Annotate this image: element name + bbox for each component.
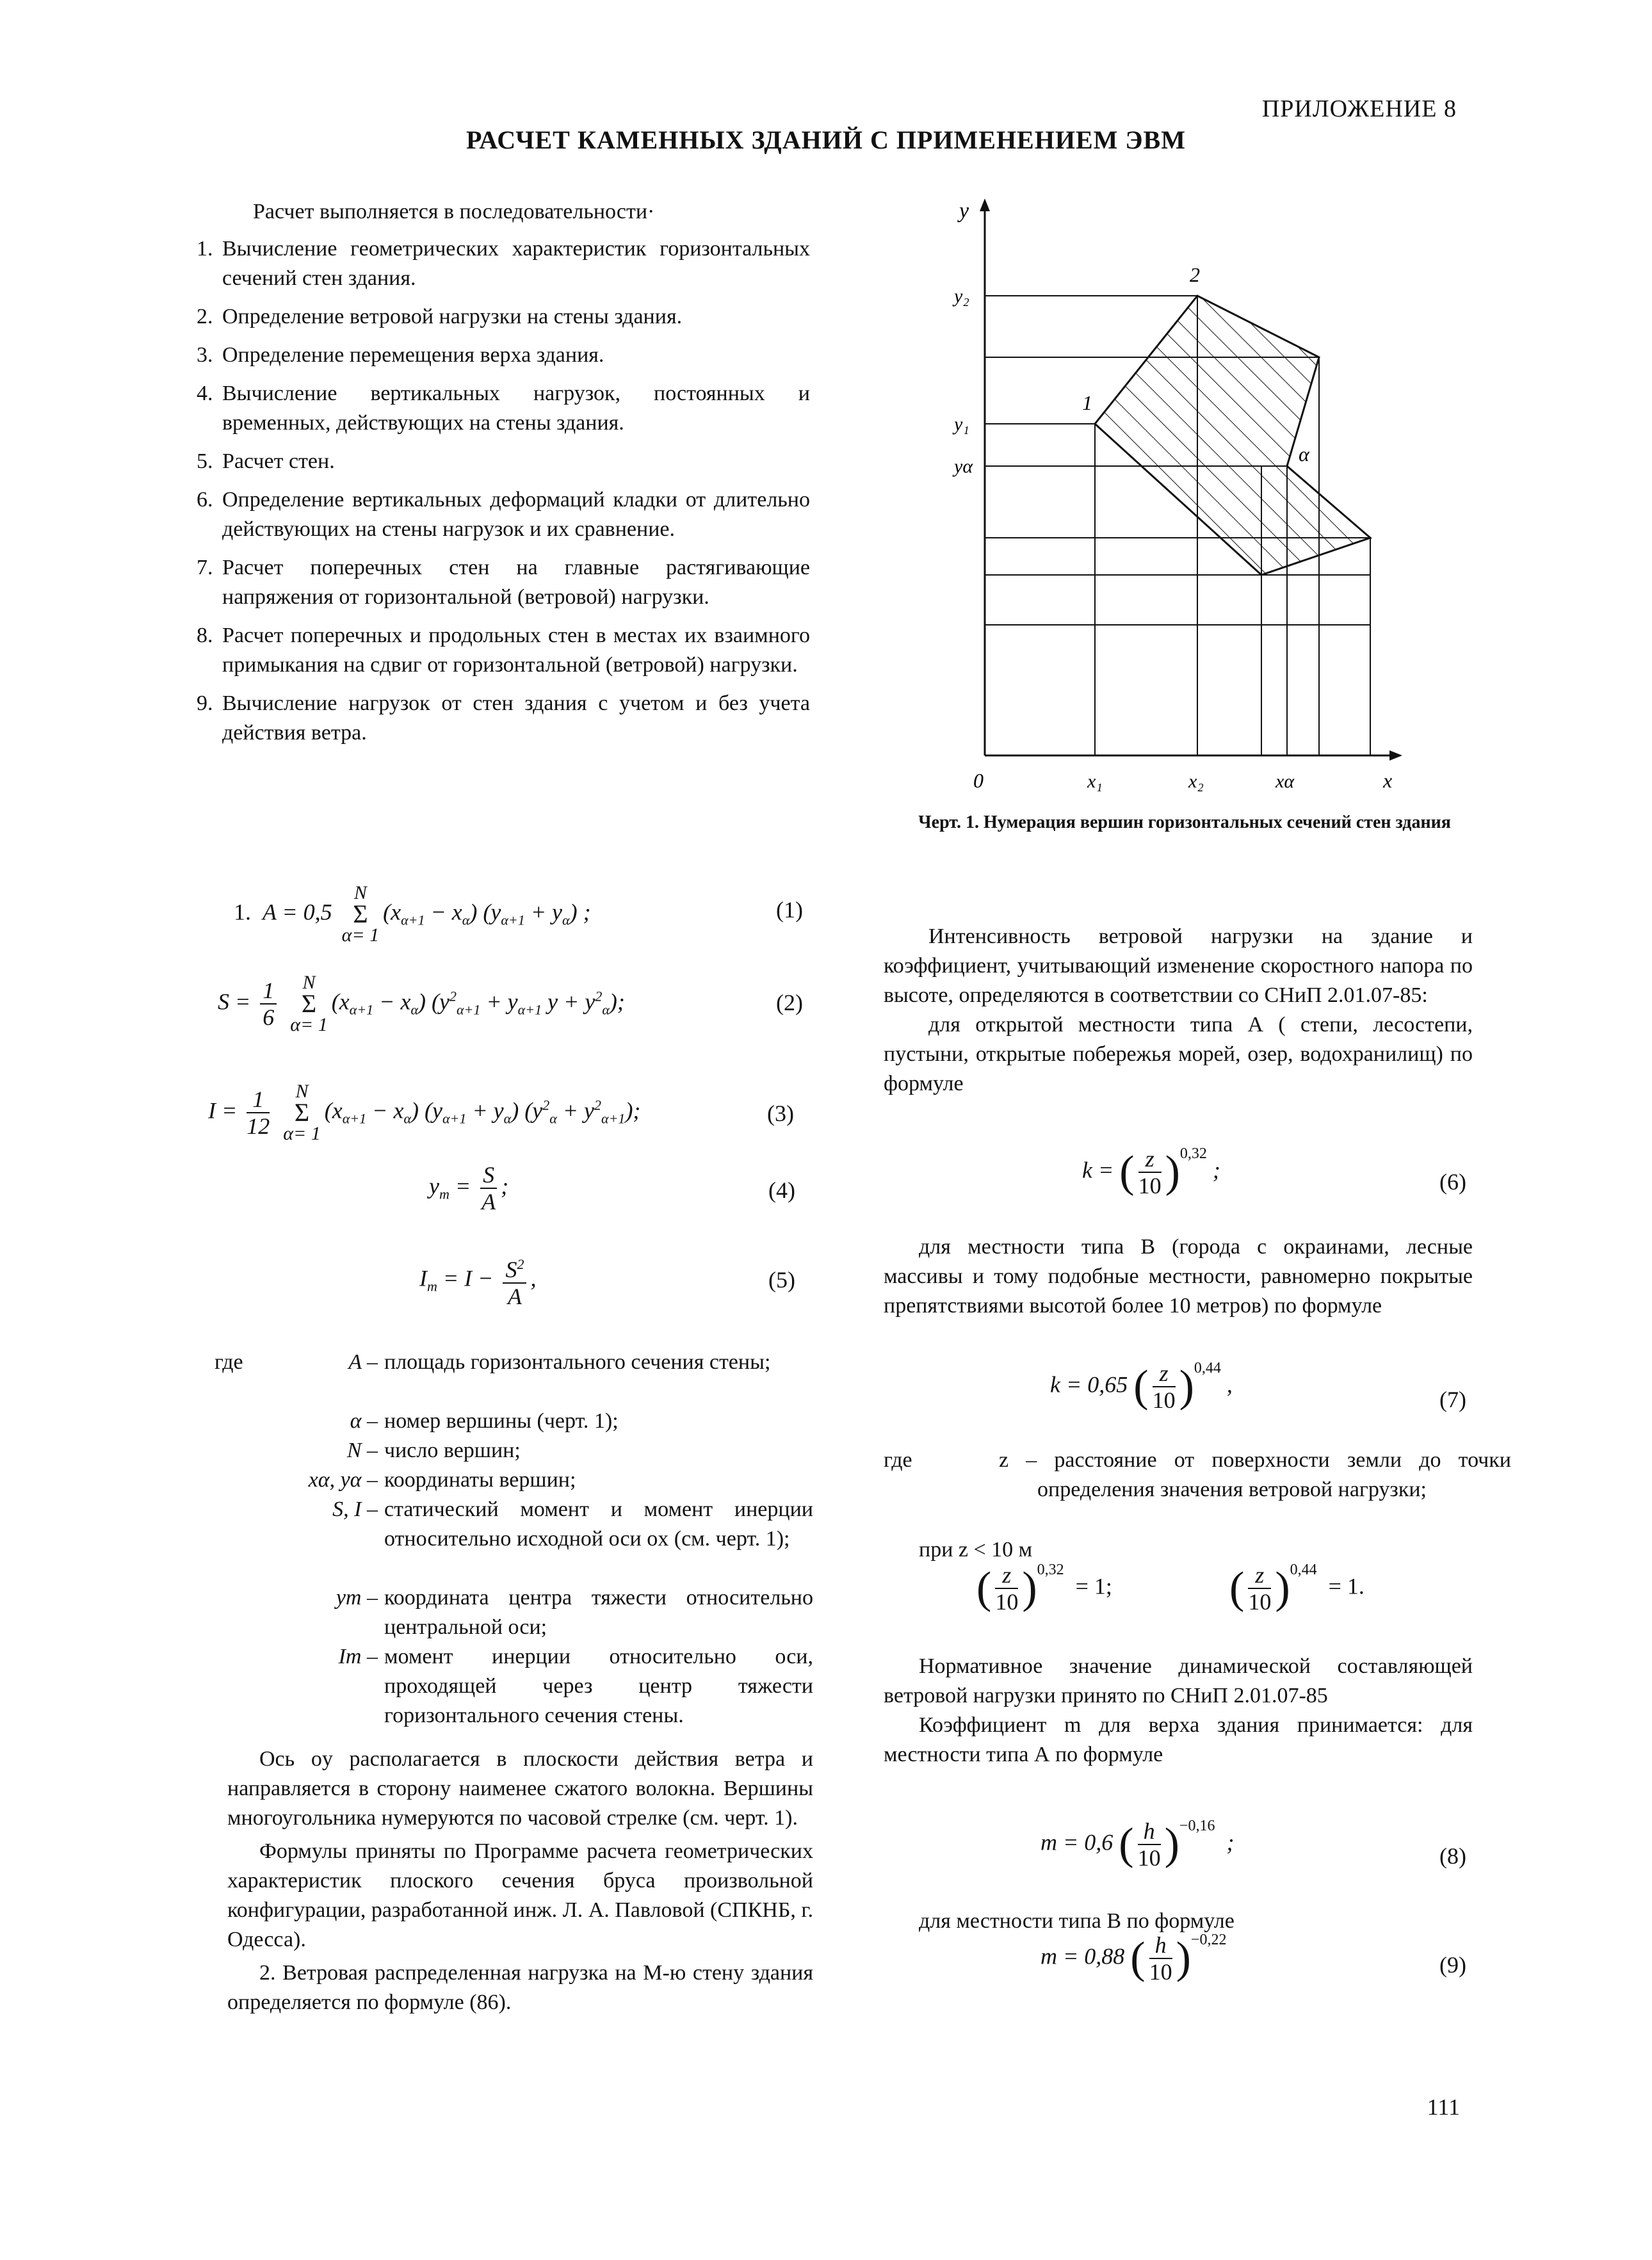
glossary-text: номер вершины (черт. 1); [384, 1409, 619, 1433]
equation-item-number: 1. [234, 899, 251, 925]
step-text: Определение вертикальных деформаций кладки от длительно действующих на стены нагрузок и их сравнение. [222, 488, 810, 541]
glossary-symbol: ym – [336, 1586, 378, 1610]
origin-label: 0 [973, 769, 984, 792]
equals-one-a: = 1; [1075, 1573, 1112, 1599]
equation-6-number: (6) [1439, 1169, 1466, 1195]
intro-text: Расчет выполняется в последовательности· [253, 200, 655, 223]
page-number: 111 [1427, 2094, 1460, 2120]
step-item [197, 621, 810, 680]
xa-label: xα [1275, 771, 1295, 792]
equation-2-number: (2) [776, 990, 803, 1015]
exponent-b: 0,44 [1290, 1562, 1317, 1579]
glossary-symbol: S, I – [332, 1497, 378, 1521]
step-number: 1. [197, 237, 213, 261]
right-column [884, 922, 1473, 1099]
equation-6: k = ( $\frac{z}{10}$ )$^{0,32}$ ; [1082, 1145, 1220, 1199]
equation-1-number: (1) [776, 897, 803, 923]
glossary-text: момент инерции относительно оси, проходящей через центр тяжести горизонтального сечения стены. [384, 1645, 813, 1727]
paragraph-program: Формулы приняты по Программе расчета геометрических характеристик плоского сечения бруса произвольной конфигурации, разработанной инж. Л. А. Павловой (СПКНБ, г. Одесса). [227, 1839, 813, 1951]
z-condition: при z < 10 м [919, 1538, 1033, 1562]
glossary-text: координата центра тяжести относительно центральной оси; [384, 1586, 813, 1639]
step-number: 8. [197, 624, 213, 647]
step-text: Вычисление геометрических характеристик горизонтальных сечений стен здания. [222, 237, 810, 290]
left-column-bottom [227, 1745, 813, 2017]
glossary-text: площадь горизонтального сечения стены; [384, 1350, 771, 1374]
step-item [197, 689, 810, 748]
equation-8-number: (8) [1439, 1843, 1466, 1869]
left-column-top [197, 197, 810, 757]
appendix-label: ПРИЛОЖЕНИЕ 8 [1261, 95, 1457, 122]
glossary-text: статический момент и момент инерции относительно исходной оси ox (см. черт. 1); [384, 1497, 813, 1551]
glossary-text: координаты вершин; [384, 1468, 576, 1492]
step-text: Вычисление нагрузок от стен здания с учетом и без учета действия ветра. [222, 691, 810, 745]
paragraph-axis: Ось oy располагается в плоскости действия ветра и направляется в сторону наименее сжатого волокна. Вершины многоугольника нумеруются по часовой стрелке (см. черт. 1). [227, 1747, 813, 1830]
step-number: 7. [197, 556, 213, 579]
step-item [197, 341, 810, 370]
step-item [197, 553, 810, 612]
right-column-b [884, 1232, 1473, 1321]
equation-9-lhs: m = 0,88 [1041, 1943, 1125, 1969]
page-title: РАСЧЕТ КАМЕННЫХ ЗДАНИЙ С ПРИМЕНЕНИЕМ ЭВМ [466, 125, 1186, 154]
paragraph-terrain-b-m: для местности типа В по формуле [919, 1909, 1235, 1933]
equation-8-exponent: −0,16 [1179, 1818, 1215, 1835]
step-item [197, 302, 810, 332]
glossary-symbol: A – [348, 1350, 378, 1374]
equation-8-lhs: m = 0,6 [1041, 1829, 1113, 1855]
step-item [197, 234, 810, 293]
x-axis-arrow [1389, 750, 1402, 761]
step-text: Определение перемещения верха здания. [222, 343, 604, 367]
step-text: Расчет поперечных стен на главные растягивающие напряжения от горизонтальной (ветровой) нагрузки. [222, 556, 810, 609]
step-number: 6. [197, 488, 213, 512]
figure-caption: Черт. 1. Нумерация вершин горизонтальных сечений стен здания [918, 812, 1451, 832]
equation-z-small-b: ( $\frac{z}{10}$ )$^{0,44}$ = 1. [1229, 1562, 1365, 1615]
equation-7-lhs: k = 0,65 [1050, 1371, 1128, 1398]
step-item [197, 485, 810, 544]
equation-9: m = 0,88 ( $\frac{h}{10}$ )$^{-0,22}$ [1041, 1932, 1227, 1985]
exponent-a: 0,32 [1037, 1562, 1064, 1579]
y1-label: y₁ [954, 414, 969, 435]
step-number: 4. [197, 382, 213, 405]
paragraph-terrain-b: для местности типа В (города с окраинами, лесные массивы и тому подобные местности, равномерно покрытые препятствиями высотой более 10 метров) по формуле [884, 1235, 1473, 1318]
step-number: 3. [197, 343, 213, 367]
glossary-text: число вершин; [384, 1439, 521, 1462]
paragraph-terrain-a: для открытой местности типа А ( степи, лесостепи, пустыни, открытые побережья морей, озер, водохранилищ) по формуле [884, 1013, 1473, 1095]
equation-7-number: (7) [1439, 1387, 1466, 1412]
paragraph-wind-intensity: Интенсивность ветровой нагрузки на здание и коэффициент, учитывающий изменение скоростного напора по высоте, определяются в соответствии со СНиП 2.01.07-85: [884, 924, 1473, 1007]
step-item [197, 447, 810, 476]
z-definition: z – расстояние от поверхности земли до точки определения значения ветровой нагрузки; [999, 1448, 1511, 1501]
equation-4-number: (4) [768, 1177, 795, 1203]
glossary [269, 1348, 813, 1745]
paragraph-wind-load: 2. Ветровая распределенная нагрузка на M-ю стену здания определяется по формуле (86). [227, 1961, 813, 2014]
y2-label: y₂ [954, 286, 969, 307]
paragraph-dynamic: Нормативное значение динамической составляющей ветровой нагрузки принято по СНиП 2.01.07-85 [884, 1654, 1473, 1707]
step-text: Расчет стен. [222, 449, 335, 473]
equation-5: $I_m = I$ − $\frac{S^2}{A}$ , [419, 1252, 536, 1309]
x2-label: x₂ [1188, 771, 1204, 792]
y-axis-label: y [959, 199, 969, 223]
ya-label: yα [954, 456, 973, 477]
equation-7: k = 0,65 ( $\frac{z}{10}$ )$^{0,44}$ , [1050, 1360, 1233, 1413]
y-axis-arrow [980, 198, 990, 211]
step-number: 5. [197, 449, 213, 473]
equation-7-exponent: 0,44 [1194, 1360, 1221, 1377]
equation-6-lhs: k = [1082, 1157, 1114, 1183]
step-number: 9. [197, 691, 213, 715]
equation-3-number: (3) [767, 1101, 794, 1126]
right-column-c [884, 1652, 1473, 1770]
glossary-lead: где [215, 1350, 243, 1374]
equation-8: m = 0,6 ( $\frac{h}{10}$ )$^{-0,16}$ ; [1041, 1818, 1235, 1871]
x-axis-label: x [1383, 769, 1393, 792]
equation-6-exponent: 0,32 [1179, 1145, 1207, 1163]
x1-label: x₁ [1087, 771, 1103, 792]
steps-list [197, 234, 810, 748]
glossary-symbol: α – [350, 1409, 378, 1433]
equation-1: 1. A = 0,5 N Σ α= 1 $(x_{\alpha+1} - x_\alpha) (y_{\alpha+1} + y_\alpha)$ ; [234, 882, 591, 946]
step-number: 2. [197, 305, 213, 328]
section-polygon [1095, 296, 1370, 575]
vertex-alpha-label: α [1299, 442, 1309, 465]
equation-4: $y_m$ = $\frac{S}{A}$ ; [429, 1162, 509, 1215]
step-text: Определение ветровой нагрузки на стены здания. [222, 305, 683, 328]
equation-z-small-a: ( $\frac{z}{10}$ )$^{0,32}$ = 1; [976, 1562, 1112, 1615]
figure-vertex-numbering [884, 192, 1486, 800]
equation-9-number: (9) [1439, 1952, 1466, 1978]
step-text: Вычисление вертикальных нагрузок, постоянных и временных, действующих на стены здания. [222, 382, 810, 435]
equation-5-number: (5) [768, 1267, 795, 1293]
where-label: где [884, 1448, 912, 1472]
step-text: Расчет поперечных и продольных стен в местах их взаимного примыкания на сдвиг от горизонтальной (ветровой) нагрузки. [222, 624, 810, 677]
step-item [197, 379, 810, 438]
paragraph-coefficient-m: Коэффициент m для верха здания принимается: для местности типа А по формуле [884, 1713, 1473, 1766]
equation-3: I = $\frac{1}{12}$ N Σ α= 1 $(x_{\alpha+1} - x_\alpha) (y_{\alpha+1} + y_\alpha) (y^2_\alpha + y^2_{\alpha+1})$; [208, 1081, 641, 1144]
vertex-1-label: 1 [1082, 391, 1092, 414]
glossary-symbol: Im – [338, 1645, 378, 1668]
equation-9-exponent: −0,22 [1190, 1932, 1227, 1949]
equation-2: S = $\frac{1}{6}$ N Σ α= 1 $(x_{\alpha+1} - x_\alpha) (y^2_{\alpha+1} + y_{\alpha+1}$ $y + y^2_\alpha$); [218, 972, 625, 1035]
vertex-2-label: 2 [1190, 263, 1200, 286]
equals-one-b: = 1. [1328, 1573, 1365, 1599]
glossary-symbol: xα, yα – [308, 1468, 378, 1492]
glossary-symbol: N – [346, 1439, 378, 1462]
